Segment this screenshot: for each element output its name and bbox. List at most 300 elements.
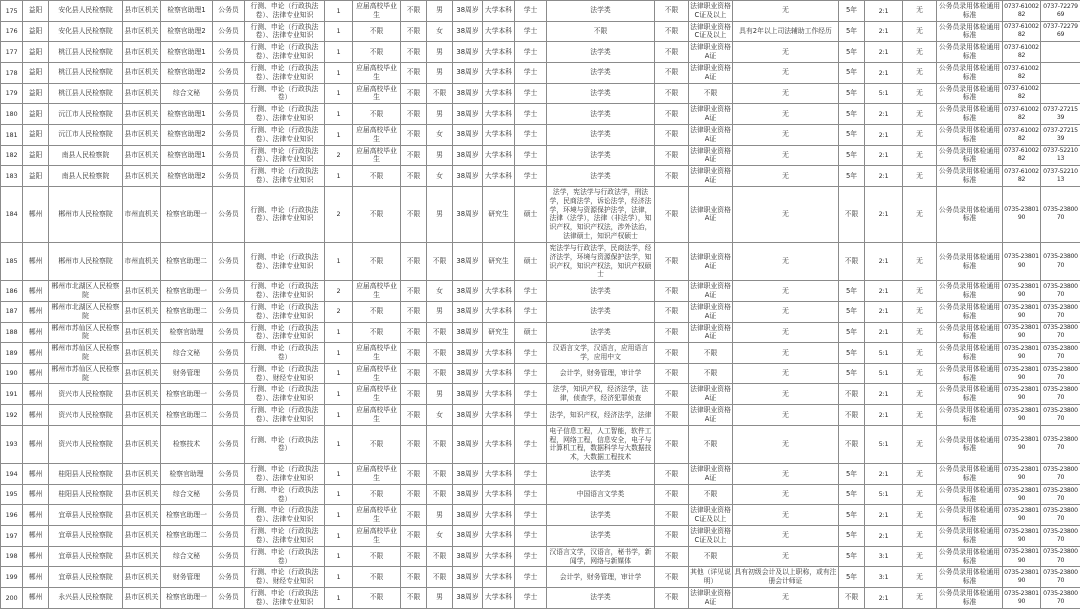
cell-quota: 2 — [325, 145, 353, 166]
cell-gender: 男 — [427, 301, 453, 322]
cell-degree: 学士 — [515, 384, 547, 405]
cell-level: 县市区机关 — [123, 42, 161, 63]
cell-education: 大学本科 — [483, 301, 515, 322]
cell-service-years: 不限 — [839, 405, 865, 426]
cell-position: 检察官助理1 — [161, 104, 213, 125]
cell-open-ratio: 2:1 — [865, 124, 903, 145]
cell-seq: 189 — [1, 343, 23, 364]
cell-city: 郴州 — [23, 242, 49, 280]
cell-major: 法学类 — [547, 301, 655, 322]
cell-category: 公务员 — [213, 242, 245, 280]
cell-prof-test: 无 — [903, 42, 937, 63]
cell-seq: 187 — [1, 301, 23, 322]
cell-level: 县市区机关 — [123, 124, 161, 145]
cell-degree: 学士 — [515, 301, 547, 322]
cell-target: 不限 — [353, 166, 401, 187]
cell-major: 汉语言文学，汉语言，秘书学，新闻学，网络与新媒体 — [547, 546, 655, 567]
cell-phone2: 0735-2380070 — [1041, 567, 1080, 588]
cell-subjects: 行测、申论（行政执法卷）、法律专业知识 — [245, 281, 325, 302]
cell-certificate: 不限 — [689, 363, 733, 384]
cell-certificate: 法律职业资格A证 — [689, 405, 733, 426]
cell-level: 县市区机关 — [123, 301, 161, 322]
cell-remark: 无 — [733, 1, 839, 22]
cell-phone2: 0735-2380070 — [1041, 301, 1080, 322]
cell-quota: 2 — [325, 281, 353, 302]
cell-service-years: 5年 — [839, 505, 865, 526]
cell-position: 检察官助理1 — [161, 42, 213, 63]
cell-org: 资兴市人民检察院 — [49, 425, 123, 463]
cell-phone1: 0735-2380190 — [1003, 425, 1041, 463]
cell-level: 县市区机关 — [123, 166, 161, 187]
cell-major: 法学类 — [547, 464, 655, 485]
cell-org: 宜章县人民检察院 — [49, 567, 123, 588]
cell-prof-test: 无 — [903, 363, 937, 384]
cell-gender: 男 — [427, 505, 453, 526]
cell-subjects: 行测、申论（行政执法卷）、法律专业知识 — [245, 301, 325, 322]
cell-gender: 男 — [427, 104, 453, 125]
cell-phone1: 0735-2380190 — [1003, 242, 1041, 280]
cell-level: 县市区机关 — [123, 484, 161, 505]
cell-phone1: 0737-6100282 — [1003, 1, 1041, 22]
cell-subjects: 行测、申论（行政执法卷）、法律专业知识 — [245, 42, 325, 63]
cell-remark: 无 — [733, 166, 839, 187]
cell-target: 应届高校毕业生 — [353, 363, 401, 384]
cell-gender: 不限 — [427, 83, 453, 104]
cell-remark: 无 — [733, 484, 839, 505]
cell-open-ratio: 2:1 — [865, 301, 903, 322]
cell-category: 公务员 — [213, 42, 245, 63]
cell-category: 公务员 — [213, 526, 245, 547]
cell-degree: 学士 — [515, 464, 547, 485]
cell-seq: 195 — [1, 484, 23, 505]
cell-subjects: 行测、申论（行政执法卷）、法律专业知识 — [245, 186, 325, 242]
cell-org: 南县人民检察院 — [49, 166, 123, 187]
cell-org: 资兴市人民检察院 — [49, 405, 123, 426]
cell-category: 公务员 — [213, 384, 245, 405]
cell-physical-standard: 公务员录用体检通用标准 — [937, 1, 1003, 22]
cell-city: 益阳 — [23, 21, 49, 42]
cell-certificate: 其他（详见说明） — [689, 567, 733, 588]
cell-major: 宪法学与行政法学，民商法学，经济法学，环境与资源保护法学，知识产权，知识产权法，知识产权硕士 — [547, 242, 655, 280]
cell-education: 大学本科 — [483, 145, 515, 166]
cell-physical-standard: 公务员录用体检通用标准 — [937, 186, 1003, 242]
cell-certificate: 法律职业资格A证 — [689, 464, 733, 485]
cell-service-years: 不限 — [839, 384, 865, 405]
cell-education: 大学本科 — [483, 166, 515, 187]
cell-subjects: 行测、申论（行政执法卷） — [245, 343, 325, 364]
cell-age: 38周岁 — [453, 62, 483, 83]
cell-residency: 不限 — [401, 166, 427, 187]
cell-remark: 无 — [733, 301, 839, 322]
cell-degree: 学士 — [515, 145, 547, 166]
cell-city: 郴州 — [23, 301, 49, 322]
cell-quota: 1 — [325, 526, 353, 547]
cell-city: 郴州 — [23, 281, 49, 302]
cell-open-ratio: 3:1 — [865, 567, 903, 588]
cell-education: 大学本科 — [483, 62, 515, 83]
cell-position: 检察官助理二 — [161, 526, 213, 547]
cell-remark: 无 — [733, 322, 839, 343]
cell-gender: 女 — [427, 21, 453, 42]
cell-category: 公务员 — [213, 1, 245, 22]
cell-category: 公务员 — [213, 464, 245, 485]
cell-service-years: 5年 — [839, 281, 865, 302]
table-row — [1, 546, 1080, 567]
cell-education: 大学本科 — [483, 104, 515, 125]
cell-subjects: 行测、申论（行政执法卷）、法律专业知识 — [245, 322, 325, 343]
cell-city: 郴州 — [23, 405, 49, 426]
cell-quota: 1 — [325, 166, 353, 187]
cell-degree: 学士 — [515, 1, 547, 22]
cell-gender: 不限 — [427, 343, 453, 364]
cell-open-ratio: 2:1 — [865, 405, 903, 426]
cell-residency: 不限 — [401, 322, 427, 343]
cell-position: 检察技术 — [161, 425, 213, 463]
cell-phone1: 0737-6100282 — [1003, 124, 1041, 145]
cell-certificate: 法律职业资格A证 — [689, 124, 733, 145]
cell-phone2: 0737-2721539 — [1041, 124, 1080, 145]
cell-seq: 175 — [1, 1, 23, 22]
cell-phone1: 0737-6100282 — [1003, 166, 1041, 187]
cell-level: 市州直机关 — [123, 242, 161, 280]
cell-service-years: 5年 — [839, 322, 865, 343]
cell-service-years: 不限 — [839, 425, 865, 463]
cell-education: 研究生 — [483, 322, 515, 343]
cell-open-ratio: 2:1 — [865, 322, 903, 343]
cell-certificate: 法律职业资格A证 — [689, 42, 733, 63]
cell-seq: 190 — [1, 363, 23, 384]
cell-quota: 1 — [325, 384, 353, 405]
cell-level: 县市区机关 — [123, 281, 161, 302]
cell-certificate: 法律职业资格A证 — [689, 104, 733, 125]
cell-phone1: 0737-6100282 — [1003, 83, 1041, 104]
cell-org: 沅江市人民检察院 — [49, 104, 123, 125]
cell-seq: 198 — [1, 546, 23, 567]
cell-major: 中国语言文学类 — [547, 484, 655, 505]
cell-org: 安化县人民检察院 — [49, 21, 123, 42]
cell-physical-standard: 公务员录用体检通用标准 — [937, 21, 1003, 42]
cell-age: 38周岁 — [453, 322, 483, 343]
cell-prof-test: 无 — [903, 166, 937, 187]
cell-experience: 不限 — [655, 301, 689, 322]
cell-subjects: 行测、申论（行政执法卷）、法律专业知识 — [245, 21, 325, 42]
cell-open-ratio: 5:1 — [865, 425, 903, 463]
cell-target: 应届高校毕业生 — [353, 281, 401, 302]
cell-position: 检察官助理2 — [161, 21, 213, 42]
cell-service-years: 5年 — [839, 21, 865, 42]
cell-open-ratio: 2:1 — [865, 281, 903, 302]
cell-certificate: 法律职业资格A证 — [689, 301, 733, 322]
cell-level: 县市区机关 — [123, 21, 161, 42]
cell-city: 郴州 — [23, 505, 49, 526]
cell-city: 郴州 — [23, 425, 49, 463]
cell-target: 应届高校毕业生 — [353, 405, 401, 426]
table-row — [1, 301, 1080, 322]
cell-city: 郴州 — [23, 484, 49, 505]
cell-experience: 不限 — [655, 363, 689, 384]
cell-subjects: 行测、申论（行政执法卷）、法律专业知识 — [245, 384, 325, 405]
cell-seq: 200 — [1, 588, 23, 609]
cell-degree: 学士 — [515, 104, 547, 125]
cell-experience: 不限 — [655, 42, 689, 63]
cell-remark: 具有初级会计及以上职称，或有注册会计师证 — [733, 567, 839, 588]
cell-position: 检察官助理2 — [161, 62, 213, 83]
cell-open-ratio: 2:1 — [865, 42, 903, 63]
cell-physical-standard: 公务员录用体检通用标准 — [937, 301, 1003, 322]
cell-category: 公务员 — [213, 546, 245, 567]
cell-target: 不限 — [353, 588, 401, 609]
cell-residency: 不限 — [401, 546, 427, 567]
cell-degree: 学士 — [515, 484, 547, 505]
cell-major: 法学类 — [547, 588, 655, 609]
cell-degree: 学士 — [515, 567, 547, 588]
cell-level: 县市区机关 — [123, 505, 161, 526]
cell-prof-test: 无 — [903, 484, 937, 505]
cell-certificate: 法律职业资格A证 — [689, 186, 733, 242]
cell-level: 县市区机关 — [123, 1, 161, 22]
cell-physical-standard: 公务员录用体检通用标准 — [937, 405, 1003, 426]
cell-major: 法学类 — [547, 145, 655, 166]
cell-education: 大学本科 — [483, 21, 515, 42]
cell-education: 大学本科 — [483, 567, 515, 588]
cell-education: 大学本科 — [483, 343, 515, 364]
cell-phone2: 0737-7227969 — [1041, 21, 1080, 42]
cell-remark: 无 — [733, 588, 839, 609]
cell-level: 县市区机关 — [123, 145, 161, 166]
cell-major: 会计学，财务管理，审计学 — [547, 567, 655, 588]
cell-remark: 无 — [733, 363, 839, 384]
cell-experience: 不限 — [655, 186, 689, 242]
cell-target: 不限 — [353, 546, 401, 567]
cell-gender: 不限 — [427, 464, 453, 485]
cell-quota: 1 — [325, 124, 353, 145]
cell-remark: 无 — [733, 546, 839, 567]
cell-position: 检察官助理一 — [161, 588, 213, 609]
cell-age: 38周岁 — [453, 425, 483, 463]
table-row — [1, 405, 1080, 426]
cell-service-years: 5年 — [839, 343, 865, 364]
cell-physical-standard: 公务员录用体检通用标准 — [937, 384, 1003, 405]
cell-experience: 不限 — [655, 124, 689, 145]
cell-gender: 男 — [427, 384, 453, 405]
cell-service-years: 5年 — [839, 484, 865, 505]
cell-phone2: 0735-2380070 — [1041, 405, 1080, 426]
cell-gender: 女 — [427, 166, 453, 187]
cell-org: 桃江县人民检察院 — [49, 83, 123, 104]
cell-experience: 不限 — [655, 464, 689, 485]
cell-phone2: 0735-2380070 — [1041, 363, 1080, 384]
cell-target: 不限 — [353, 104, 401, 125]
cell-org: 郴州市苏仙区人民检察院 — [49, 343, 123, 364]
cell-service-years: 5年 — [839, 124, 865, 145]
cell-seq: 199 — [1, 567, 23, 588]
cell-phone2 — [1041, 83, 1080, 104]
cell-city: 益阳 — [23, 62, 49, 83]
cell-residency: 不限 — [401, 405, 427, 426]
table-row — [1, 21, 1080, 42]
cell-open-ratio: 2:1 — [865, 242, 903, 280]
cell-quota: 2 — [325, 186, 353, 242]
table-row — [1, 343, 1080, 364]
cell-residency: 不限 — [401, 505, 427, 526]
cell-category: 公务员 — [213, 343, 245, 364]
cell-certificate: 法律职业资格A证 — [689, 242, 733, 280]
cell-open-ratio: 2:1 — [865, 526, 903, 547]
cell-major: 不限 — [547, 21, 655, 42]
cell-level: 县市区机关 — [123, 343, 161, 364]
cell-open-ratio: 5:1 — [865, 83, 903, 104]
cell-major: 法学类 — [547, 281, 655, 302]
cell-experience: 不限 — [655, 567, 689, 588]
cell-target: 应届高校毕业生 — [353, 343, 401, 364]
cell-open-ratio: 5:1 — [865, 343, 903, 364]
cell-position: 综合文秘 — [161, 343, 213, 364]
cell-age: 38周岁 — [453, 1, 483, 22]
cell-seq: 192 — [1, 405, 23, 426]
cell-city: 益阳 — [23, 42, 49, 63]
cell-org: 资兴市人民检察院 — [49, 384, 123, 405]
cell-age: 38周岁 — [453, 124, 483, 145]
cell-prof-test: 无 — [903, 526, 937, 547]
cell-seq: 188 — [1, 322, 23, 343]
cell-certificate: 不限 — [689, 343, 733, 364]
cell-position: 综合文秘 — [161, 546, 213, 567]
cell-target: 应届高校毕业生 — [353, 124, 401, 145]
cell-category: 公务员 — [213, 281, 245, 302]
cell-subjects: 行测、申论（行政执法卷）、法律专业知识 — [245, 588, 325, 609]
cell-org: 郴州市苏仙区人民检察院 — [49, 363, 123, 384]
cell-remark: 无 — [733, 124, 839, 145]
cell-open-ratio: 2:1 — [865, 505, 903, 526]
cell-subjects: 行测、申论（行政执法卷）、法律专业知识 — [245, 1, 325, 22]
cell-degree: 学士 — [515, 405, 547, 426]
cell-residency: 不限 — [401, 1, 427, 22]
cell-subjects: 行测、申论（行政执法卷）、法律专业知识 — [245, 405, 325, 426]
cell-physical-standard: 公务员录用体检通用标准 — [937, 526, 1003, 547]
cell-experience: 不限 — [655, 281, 689, 302]
cell-gender: 女 — [427, 281, 453, 302]
cell-degree: 学士 — [515, 83, 547, 104]
cell-seq: 179 — [1, 83, 23, 104]
cell-physical-standard: 公务员录用体检通用标准 — [937, 104, 1003, 125]
cell-phone2: 0735-2380070 — [1041, 526, 1080, 547]
table-row — [1, 104, 1080, 125]
cell-phone2: 0737-5221013 — [1041, 145, 1080, 166]
cell-position: 检察官助理 — [161, 322, 213, 343]
cell-certificate: 法律职业资格A证 — [689, 166, 733, 187]
cell-quota: 1 — [325, 343, 353, 364]
cell-physical-standard: 公务员录用体检通用标准 — [937, 83, 1003, 104]
cell-level: 县市区机关 — [123, 322, 161, 343]
cell-gender: 不限 — [427, 484, 453, 505]
cell-physical-standard: 公务员录用体检通用标准 — [937, 124, 1003, 145]
cell-degree: 学士 — [515, 505, 547, 526]
table-row — [1, 505, 1080, 526]
cell-age: 38周岁 — [453, 343, 483, 364]
cell-degree: 硕士 — [515, 242, 547, 280]
cell-gender: 女 — [427, 124, 453, 145]
cell-subjects: 行测、申论（行政执法卷） — [245, 425, 325, 463]
cell-degree: 学士 — [515, 526, 547, 547]
cell-org: 宜章县人民检察院 — [49, 546, 123, 567]
cell-phone2: 0735-2380070 — [1041, 343, 1080, 364]
cell-degree: 学士 — [515, 62, 547, 83]
cell-prof-test: 无 — [903, 1, 937, 22]
cell-subjects: 行测、申论（行政执法卷） — [245, 83, 325, 104]
cell-org: 宜章县人民检察院 — [49, 505, 123, 526]
cell-phone2: 0735-2380070 — [1041, 281, 1080, 302]
cell-org: 沅江市人民检察院 — [49, 124, 123, 145]
cell-open-ratio: 5:1 — [865, 363, 903, 384]
cell-phone1: 0737-6100282 — [1003, 21, 1041, 42]
cell-education: 大学本科 — [483, 546, 515, 567]
cell-city: 郴州 — [23, 322, 49, 343]
cell-city: 郴州 — [23, 343, 49, 364]
cell-residency: 不限 — [401, 526, 427, 547]
cell-phone2: 0737-7227969 — [1041, 1, 1080, 22]
cell-seq: 184 — [1, 186, 23, 242]
cell-experience: 不限 — [655, 1, 689, 22]
cell-subjects: 行测、申论（行政执法卷） — [245, 546, 325, 567]
cell-phone1: 0735-2380190 — [1003, 526, 1041, 547]
cell-certificate: 不限 — [689, 484, 733, 505]
cell-phone1: 0735-2380190 — [1003, 343, 1041, 364]
cell-quota: 1 — [325, 484, 353, 505]
cell-phone2: 0735-2380070 — [1041, 484, 1080, 505]
cell-service-years: 5年 — [839, 526, 865, 547]
cell-prof-test: 无 — [903, 124, 937, 145]
cell-service-years: 5年 — [839, 104, 865, 125]
cell-prof-test: 无 — [903, 464, 937, 485]
cell-seq: 186 — [1, 281, 23, 302]
cell-residency: 不限 — [401, 145, 427, 166]
table-row — [1, 83, 1080, 104]
cell-physical-standard: 公务员录用体检通用标准 — [937, 242, 1003, 280]
cell-degree: 学士 — [515, 281, 547, 302]
cell-prof-test: 无 — [903, 405, 937, 426]
table-row — [1, 363, 1080, 384]
cell-degree: 学士 — [515, 363, 547, 384]
cell-target: 应届高校毕业生 — [353, 1, 401, 22]
cell-open-ratio: 2:1 — [865, 104, 903, 125]
cell-category: 公务员 — [213, 505, 245, 526]
cell-category: 公务员 — [213, 425, 245, 463]
cell-open-ratio: 2:1 — [865, 464, 903, 485]
cell-remark: 无 — [733, 505, 839, 526]
cell-experience: 不限 — [655, 588, 689, 609]
cell-level: 县市区机关 — [123, 546, 161, 567]
cell-level: 县市区机关 — [123, 405, 161, 426]
cell-city: 郴州 — [23, 186, 49, 242]
cell-level: 县市区机关 — [123, 526, 161, 547]
cell-quota: 1 — [325, 405, 353, 426]
table-row — [1, 42, 1080, 63]
cell-major: 汉语言文学，汉语言，应用语言学，应用中文 — [547, 343, 655, 364]
cell-city: 郴州 — [23, 384, 49, 405]
cell-city: 郴州 — [23, 464, 49, 485]
cell-target: 不限 — [353, 21, 401, 42]
table-row — [1, 124, 1080, 145]
cell-category: 公务员 — [213, 145, 245, 166]
cell-city: 郴州 — [23, 567, 49, 588]
cell-residency: 不限 — [401, 363, 427, 384]
cell-org: 南县人民检察院 — [49, 145, 123, 166]
cell-residency: 不限 — [401, 124, 427, 145]
cell-prof-test: 无 — [903, 104, 937, 125]
cell-target: 应届高校毕业生 — [353, 505, 401, 526]
cell-seq: 185 — [1, 242, 23, 280]
cell-quota: 1 — [325, 588, 353, 609]
